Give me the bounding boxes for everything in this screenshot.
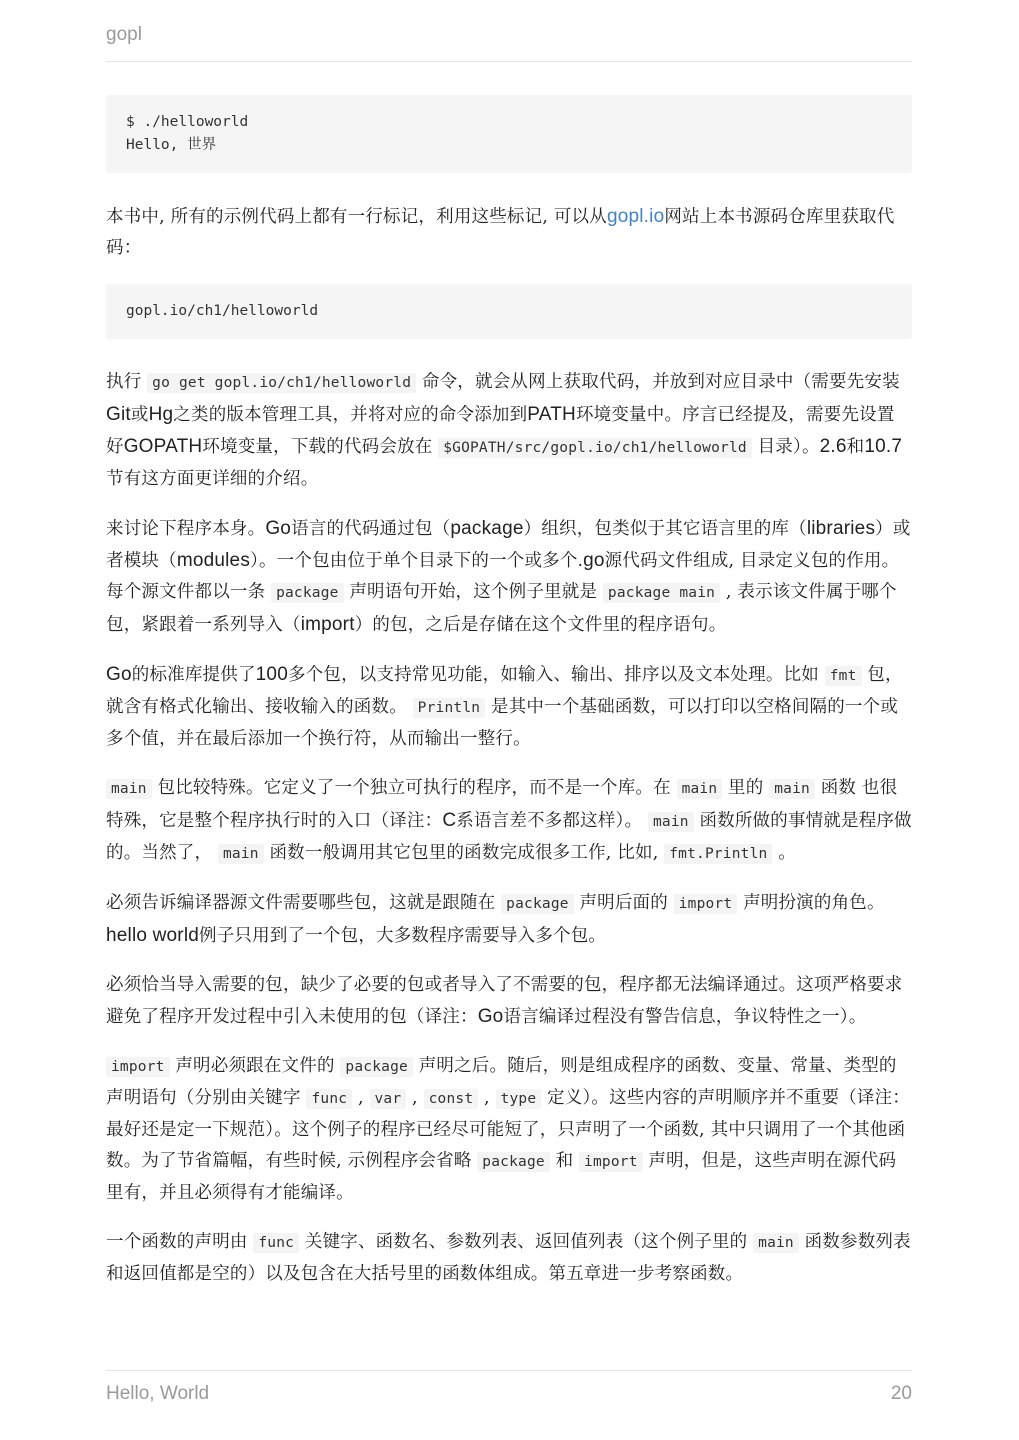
chapter-title: Hello, World bbox=[106, 1383, 210, 1404]
page-footer bbox=[106, 1370, 912, 1405]
code-block-path: gopl.io/ch1/helloworld bbox=[106, 284, 912, 339]
paragraph-source-intro: 本书中, 所有的示例代码上都有一行标记，利用这些标记, 可以从gopl.io网站上本书源码仓库里获取代码： bbox=[106, 206, 895, 258]
inline-code: main bbox=[648, 812, 694, 832]
inline-code: package main bbox=[603, 583, 720, 603]
inline-code: $GOPATH/src/gopl.io/ch1/helloworld bbox=[438, 438, 752, 458]
inline-code: main bbox=[753, 1233, 799, 1253]
page-content bbox=[106, 95, 912, 1290]
inline-code: const bbox=[424, 1089, 479, 1109]
paragraph-functions: 一个函数的声明由 func 关键字、函数名、参数列表、返回值列表（这个例子里的 main 函数参数列表和返回值都是空的）以及包含在大括号里的函数体组成。第五章进一步考察函数。 bbox=[106, 1232, 911, 1284]
inline-code: func bbox=[306, 1089, 352, 1109]
paragraph-declarations: import 声明必须跟在文件的 package 声明之后。随后，则是组成程序的函数、变量、常量、类型的声明语句（分别由关键字 func , var , const , type 定义）。这些内容的声明顺序并不重要（译注：最好还是定一下规范）。这个例子的程序已经尽可能短了，只声明了一个函数, 其中只调用了一个其他函数。为了节省篇幅，有些时候, 示例程序会省略 package 和 import 声明，但是，这些声明在源代码里有，并且必须得有才能编译。 bbox=[106, 1056, 910, 1203]
code-block-run-output: $ ./helloworld Hello, 世界 bbox=[106, 95, 912, 173]
inline-code: func bbox=[253, 1233, 299, 1253]
inline-code: Println bbox=[413, 698, 486, 718]
page-number: 20 bbox=[890, 1383, 912, 1404]
inline-code: import bbox=[674, 894, 738, 914]
paragraph-strict-imports: 必须恰当导入需要的包，缺少了必要的包或者导入了不需要的包，程序都无法编译通过。这项严格要求避免了程序开发过程中引入未使用的包（译注：Go语言编译过程没有警告信息，争议特性之一）。 bbox=[106, 975, 903, 1027]
inline-code: package bbox=[340, 1057, 413, 1077]
inline-code: import bbox=[579, 1152, 643, 1172]
book-title: gopl bbox=[106, 24, 142, 45]
inline-code: go get gopl.io/ch1/helloworld bbox=[147, 373, 416, 393]
inline-code: package bbox=[477, 1152, 550, 1172]
inline-code: main bbox=[218, 844, 264, 864]
inline-code: main bbox=[677, 779, 723, 799]
inline-code: package bbox=[501, 894, 574, 914]
inline-code: var bbox=[370, 1089, 407, 1109]
paragraph-main: main 包比较特殊。它定义了一个独立可执行的程序，而不是一个库。在 main 里的 main 函数 也很特殊，它是整个程序执行时的入口（译注：C系语言差不多都这样）。 main 函数所做的事情就是程序做的。当然了， main 函数一般调用其它包里的函数完成很多工作, 比如, fmt.Println 。 bbox=[106, 778, 912, 863]
page-header bbox=[106, 24, 912, 62]
inline-code: fmt bbox=[825, 666, 862, 686]
paragraph-stdlib: Go的标准库提供了100多个包，以支持常见功能，如输入、输出、排序以及文本处理。比如 fmt 包，就含有格式化输出、接收输入的函数。 Println 是其中一个基础函数，可以打印以空格间隔的一个或多个值，并在最后添加一个换行符，从而输出一整行。 bbox=[106, 664, 903, 749]
paragraph-import: 必须告诉编译器源文件需要哪些包，这就是跟随在 package 声明后面的 import 声明扮演的角色。hello world例子只用到了一个包，大多数程序需要导入多个包。 bbox=[106, 893, 885, 946]
gopl-io-link[interactable]: gopl.io bbox=[606, 206, 665, 227]
inline-code: main bbox=[106, 779, 152, 799]
inline-code: type bbox=[496, 1089, 542, 1109]
paragraph-go-get: 执行 go get gopl.io/ch1/helloworld 命令，就会从网上获取代码，并放到对应目录中（需要先安装Git或Hg之类的版本管理工具，并将对应的命令添加到PATH环境变量中。序言已经提及，需要先设置好GOPATH环境变量，下载的代码会放在 $GOPATH/src/gopl.io/ch1/helloworld 目录）。2.6和10.7节有这方面更详细的介绍。 bbox=[106, 372, 903, 489]
inline-code: import bbox=[106, 1057, 170, 1077]
inline-code: fmt.Println bbox=[664, 844, 772, 864]
paragraph-packages: 来讨论下程序本身。Go语言的代码通过包（package）组织，包类似于其它语言里的库（libraries）或者模块（modules）。一个包由位于单个目录下的一个或多个.go源代码文件组成, 目录定义包的作用。每个源文件都以一条 package 声明语句开始，这个例子里就是 package main , 表示该文件属于哪个包，紧跟着一系列导入（import）的包，之后是存储在这个文件里的程序语句。 bbox=[106, 518, 911, 635]
inline-code: package bbox=[271, 583, 344, 603]
inline-code: main bbox=[769, 779, 815, 799]
